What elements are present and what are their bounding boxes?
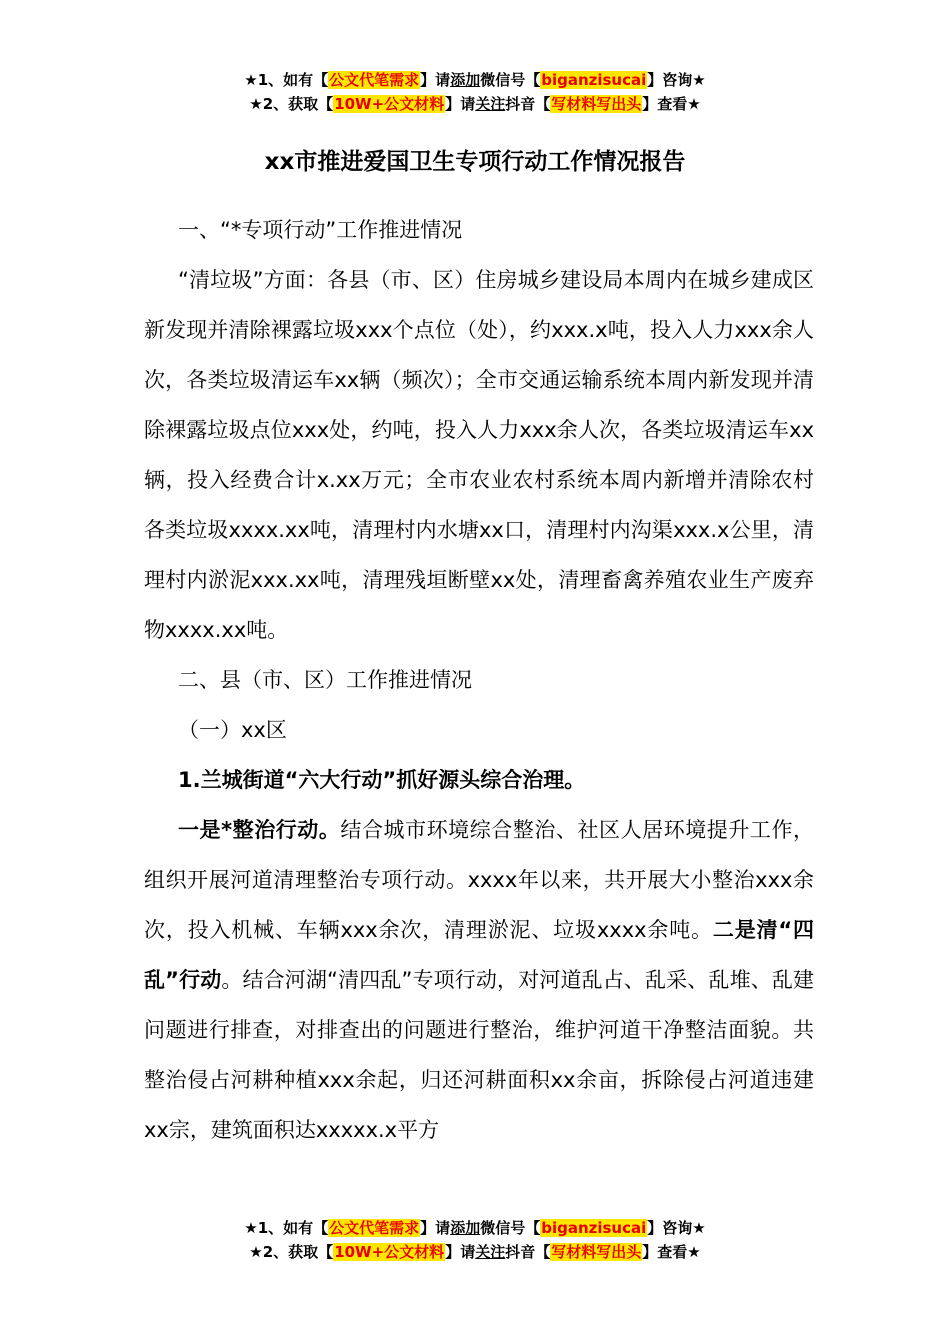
banner-text: 】请 <box>445 95 476 113</box>
bottom-banner <box>0 1216 950 1264</box>
document-title: xx市推进爱国卫生专项行动工作情况报告 <box>264 149 686 175</box>
banner-highlight: 公文代笔需求 <box>329 71 420 89</box>
banner-highlight: 公文代笔需求 <box>329 1219 420 1237</box>
paragraph-text-2: 。结合河湖“清四乱”专项行动，对河道乱占、乱采、乱堆、乱建问题进行排查，对排查出的问题进行整治，维护河道干净整洁面貌。共整治侵占河耕种植xxx余起，归还河耕面积xx余亩，拆除侵占河道违建xx宗，建筑面积达xxxxx.x平方 <box>144 968 814 1142</box>
banner-underlined: 添加 <box>450 71 481 89</box>
banner-line-1 <box>0 68 950 92</box>
banner-text: 】请 <box>445 1243 476 1261</box>
lead-text-2: 二是清“四乱”行动 <box>144 918 814 992</box>
paragraph-actions <box>144 805 814 1155</box>
subsection-heading: （一）xx区 <box>178 718 287 742</box>
banner-text: 】查看★ <box>642 95 701 113</box>
banner-highlight: 写材料写出头 <box>551 95 642 113</box>
banner-text: 】查看★ <box>642 1243 701 1261</box>
banner-highlight: biganzisucai <box>541 71 647 89</box>
banner-line-2 <box>0 92 950 116</box>
point-heading <box>144 755 814 805</box>
section-heading-1: 一、“*专项行动”工作推进情况 <box>178 218 463 242</box>
top-banner <box>0 68 950 116</box>
banner-text: 】咨询★ <box>647 71 706 89</box>
point-heading-text: 1.兰城街道“六大行动”抓好源头综合治理。 <box>178 768 586 792</box>
banner-text: 抖音【 <box>505 1243 551 1261</box>
banner-text: 】请 <box>420 1219 451 1237</box>
paragraph-garbage-cleanup: “清垃圾”方面：各县（市、区）住房城乡建设局本周内在城乡建成区新发现并清除裸露垃圾xxx个点位（处），约xxx.x吨，投入人力xxx余人次，各类垃圾清运车xx辆（频次）；全市交通运输系统本周内新发现并清除裸露垃圾点位xxx处，约吨，投入人力xxx余人次，各类垃圾清运车xx辆，投入经费合计x.xx万元；全市农业农村系统本周内新增并清除农村各类垃圾xxxx.xx吨，清理村内水塘xx口，清理村内沟渠xxx.x公里，清理村内淤泥xxx.xx吨，清理残垣断壁xx处，清理畜禽养殖农业生产废弃物xxxx.xx吨。 <box>144 268 814 642</box>
banner-text: 微信号【 <box>480 1219 541 1237</box>
banner-underlined: 添加 <box>450 1219 481 1237</box>
banner-text: 】请 <box>420 71 451 89</box>
banner-text: 】咨询★ <box>647 1219 706 1237</box>
banner-highlight: 写材料写出头 <box>551 1243 642 1261</box>
banner-underlined: 关注 <box>475 1243 506 1261</box>
section-heading-2: 二、县（市、区）工作推进情况 <box>178 668 472 692</box>
paragraph-text-1: 结合城市环境综合整治、社区人居环境提升工作，组织开展河道清理整治专项行动。xxxx年以来，共开展大小整治xxx余次，投入机械、车辆xxx余次，清理淤泥、垃圾xxxx余吨。 <box>144 818 815 942</box>
banner-text: ★1、如有【 <box>244 71 329 89</box>
banner-line-2 <box>0 1240 950 1264</box>
banner-text: 抖音【 <box>505 95 551 113</box>
banner-highlight: 10W+公文材料 <box>334 1243 445 1261</box>
lead-text-1: 一是*整治行动。 <box>178 818 341 842</box>
banner-highlight: biganzisucai <box>541 1219 647 1237</box>
banner-text: 微信号【 <box>480 71 541 89</box>
banner-text: ★2、获取【 <box>249 1243 334 1261</box>
banner-text: ★2、获取【 <box>249 95 334 113</box>
banner-highlight: 10W+公文材料 <box>334 95 445 113</box>
document-body <box>144 205 814 1155</box>
banner-underlined: 关注 <box>475 95 506 113</box>
banner-line-1 <box>0 1216 950 1240</box>
banner-text: ★1、如有【 <box>244 1219 329 1237</box>
